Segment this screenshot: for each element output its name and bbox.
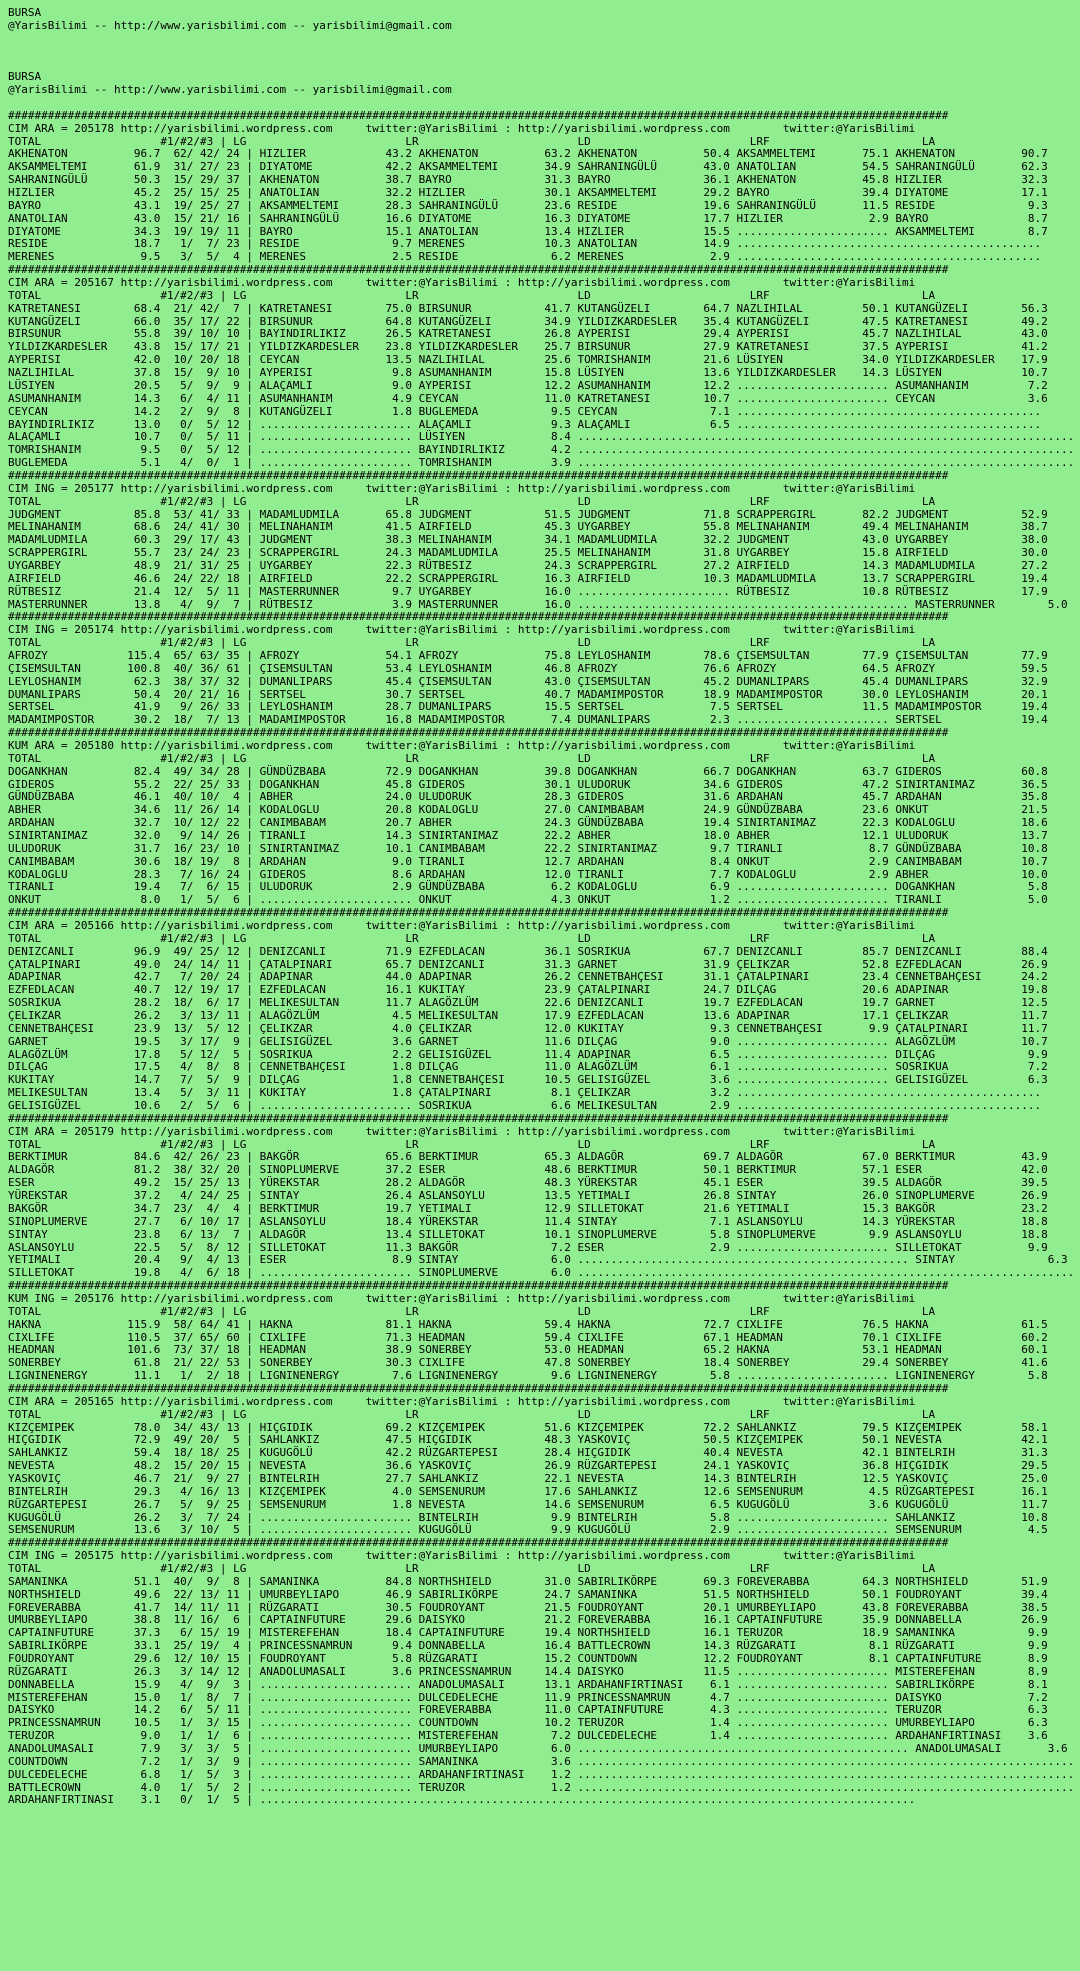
report-line: CIM ING = 205174 http://yarisbilimi.wordpress.com twitter:@YarisBilimi : http://yarisbilimi.wordpress.com twitter:@YarisBilimi [8, 623, 916, 637]
report-line: AIRFIELD 46.6 24/ 22/ 18 | AIRFIELD 22.2 SCRAPPERGIRL 16.3 AIRFIELD 10.3 MADAMLUDMILA 13.7 SCRAPPERGIRL 19.4 [8, 571, 1048, 585]
report-line: AKSAMMELTEMI 61.9 31/ 27/ 23 | DIYATOME 42.2 AKSAMMELTEMI 34.9 SAHRANINGÜLÜ 43.0 ANATOLIAN 54.5 SAHRANINGÜLÜ 62.3 [8, 160, 1048, 174]
report-line: TOTAL #1/#2/#3 | LG LR LD LRF LA [8, 1561, 936, 1575]
report-line: CANIMBABAM 30.6 18/ 19/ 8 | ARDAHAN 9.0 TIRANLI 12.7 ARDAHAN 8.4 ONKUT 2.9 CANIMBABAM 10.7 [8, 854, 1048, 868]
report-line: TOTAL #1/#2/#3 | LG LR LD LRF LA [8, 636, 936, 650]
report-line: MADAMIMPOSTOR 30.2 18/ 7/ 13 | MADAMIMPOSTOR 16.8 MADAMIMPOSTOR 7.4 DUMANLIPARS 2.3 ....................... SERTSEL 19.4 [8, 713, 1048, 727]
report-line: SERTSEL 41.9 9/ 26/ 33 | LEYLOSHANIM 28.7 DUMANLIPARS 15.5 SERTSEL 7.5 SERTSEL 11.5 MADAMIMPOSTOR 19.4 [8, 700, 1048, 714]
report-line: SINOPLUMERVE 27.7 6/ 10/ 17 | ASLANSOYLU 18.4 YÜREKSTAR 11.4 SINTAY 7.1 ASLANSOYLU 14.3 YÜREKSTAR 18.8 [8, 1214, 1048, 1228]
report-line: BATTLECROWN 4.0 1/ 5/ 2 | ....................... TERUZOR 1.2 ........................................................................... [8, 1780, 1075, 1794]
separator-line: ############################################################################################################################################## [8, 263, 949, 277]
report-line [8, 46, 1080, 59]
report-line: TOTAL #1/#2/#3 | LG LR LD LRF LA [8, 288, 936, 302]
report-line: MADAMLUDMILA 60.3 29/ 17/ 43 | JUDGMENT 38.3 MELINAHANIM 34.1 MADAMLUDMILA 32.2 JUDGMENT 43.0 UYGARBEY 38.0 [8, 533, 1048, 547]
report-line: TOTAL #1/#2/#3 | LG LR LD LRF LA [8, 751, 936, 765]
report-line: CIM ARA = 205166 http://yarisbilimi.wordpress.com twitter:@YarisBilimi : http://yarisbilimi.wordpress.com twitter:@YarisBilimi [8, 919, 916, 933]
report-line: KUTANGÜZELI 66.0 35/ 17/ 22 | BIRSUNUR 64.8 KUTANGÜZELI 34.9 YILDIZKARDESLER 35.4 KUTANGÜZELI 47.5 KATRETANESI 49.2 [8, 314, 1048, 328]
report-line: ÇATALPINARI 49.0 24/ 14/ 11 | ÇATALPINARI 65.7 DENIZCANLI 31.3 GARNET 31.9 ÇELIKZAR 52.8 EZFEDLACAN 26.9 [8, 957, 1048, 971]
report-line: FOREVERABBA 41.7 14/ 11/ 11 | RÜZGARATI 30.5 FOUDROYANT 21.5 FOUDROYANT 20.1 UMURBEYLIAPO 43.8 FOREVERABBA 38.5 [8, 1600, 1048, 1614]
report-line: SINTAY 23.8 6/ 13/ 7 | ALDAGÖR 13.4 SILLETOKAT 10.1 SINOPLUMERVE 5.8 SINOPLUMERVE 9.9 ASLANSOYLU 18.8 [8, 1227, 1048, 1241]
report-line: AKHENATON 96.7 62/ 42/ 24 | HIZLIER 43.2 AKHENATON 63.2 AKHENATON 50.4 AKSAMMELTEMI 75.1 AKHENATON 90.7 [8, 147, 1048, 161]
separator-line: ############################################################################################################################################## [8, 1381, 949, 1395]
report-line: PRINCESSNAMRUN 10.5 1/ 3/ 15 | ....................... COUNTDOWN 10.2 TERUZOR 1.4 ....................... UMURBEYLIAPO 6.3 [8, 1716, 1048, 1730]
report-line: TOMRISHANIM 9.5 0/ 5/ 12 | ....................... BAYINDIRLIKIZ 4.2 ........................................................................... [8, 443, 1075, 457]
report-line: DAISYKO 14.2 6/ 5/ 11 | ....................... FOREVERABBA 11.0 CAPTAINFUTURE 4.3 ....................... TERUZOR 6.3 [8, 1703, 1048, 1717]
report-line: ASUMANHANIM 14.3 6/ 4/ 11 | ASUMANHANIM 4.9 CEYCAN 11.0 KATRETANESI 10.7 ....................... CEYCAN 3.6 [8, 391, 1048, 405]
report-line: BINTELRIH 29.3 4/ 16/ 13 | KIZÇEMIPEK 4.0 SEMSENURUM 17.6 SAHLANKIZ 12.6 SEMSENURUM 4.5 RÜZGARTEPESI 16.1 [8, 1484, 1048, 1498]
report-line: DULCEDELECHE 6.8 1/ 5/ 3 | ....................... ARDAHANFIRTINASI 1.2 ........................................................................... [8, 1767, 1075, 1781]
report-line: KUM ARA = 205180 http://yarisbilimi.wordpress.com twitter:@YarisBilimi : http://yarisbilimi.wordpress.com twitter:@YarisBilimi [8, 738, 916, 752]
report-line: BAYINDIRLIKIZ 13.0 0/ 5/ 12 | ....................... ALAÇAMLI 9.3 ALAÇAMLI 6.5 .............................................. [8, 417, 1042, 431]
report-line: TOTAL #1/#2/#3 | LG LR LD LRF LA [8, 494, 936, 508]
report-line: NORTHSHIELD 49.6 22/ 13/ 11 | UMURBEYLIAPO 46.9 SABIRLIKÖRPE 24.7 SAMANINKA 51.5 NORTHSHIELD 50.1 FOUDROYANT 39.4 [8, 1587, 1048, 1601]
report-line: ALAÇAMLI 10.7 0/ 5/ 11 | ....................... LÜSIYEN 8.4 ........................................................................... [8, 430, 1075, 444]
report-line: BURSA [8, 6, 42, 19]
report-line: @YarisBilimi -- http://www.yarisbilimi.com -- yarisbilimi@gmail.com [8, 18, 452, 32]
report-line: YÜREKSTAR 37.2 4/ 24/ 25 | SINTAY 26.4 ASLANSOYLU 13.5 YETIMALI 26.8 SINTAY 26.0 SINOPLUMERVE 26.9 [8, 1189, 1048, 1203]
separator-line: ############################################################################################################################################## [8, 1279, 949, 1293]
report-line: RESIDE 18.7 1/ 7/ 23 | RESIDE 9.7 MERENES 10.3 ANATOLIAN 14.9 .............................................. [8, 237, 1042, 251]
report-line: SCRAPPERGIRL 55.7 23/ 24/ 23 | SCRAPPERGIRL 24.3 MADAMLUDMILA 25.5 MELINAHANIM 31.8 UYGARBEY 15.8 AIRFIELD 30.0 [8, 546, 1048, 560]
report-line: TOTAL #1/#2/#3 | LG LR LD LRF LA [8, 1304, 936, 1318]
report-line: CAPTAINFUTURE 37.3 6/ 15/ 19 | MISTEREFEHAN 18.4 CAPTAINFUTURE 19.4 NORTHSHIELD 16.1 TERUZOR 18.9 SAMANINKA 9.9 [8, 1626, 1048, 1640]
report-line [8, 58, 1080, 71]
report-line: YILDIZKARDESLER 43.8 15/ 17/ 21 | YILDIZKARDESLER 23.8 YILDIZKARDESLER 25.7 BIRSUNUR 27.9 KATRETANESI 37.5 AYPERISI 41.2 [8, 340, 1048, 354]
report-line: ABHER 34.6 11/ 26/ 14 | KODALOGLU 20.8 KODALOGLU 27.0 CANIMBABAM 24.9 GÜNDÜZBABA 23.6 ONKUT 21.5 [8, 803, 1048, 817]
report-line: CENNETBAHÇESI 23.9 13/ 5/ 12 | ÇELIKZAR 4.0 ÇELIKZAR 12.0 KUKITAY 9.3 CENNETBAHÇESI 9.9 ÇATALPINARI 11.7 [8, 1021, 1048, 1035]
report-line: GÜNDÜZBABA 46.1 40/ 10/ 4 | ABHER 24.0 ULUDORUK 28.3 GIDEROS 31.6 ARDAHAN 45.7 ARDAHAN 35.8 [8, 790, 1048, 804]
separator-line: ############################################################################################################################################## [8, 1536, 949, 1550]
report-line: TOTAL #1/#2/#3 | LG LR LD LRF LA [8, 134, 936, 148]
report-line: HAKNA 115.9 58/ 64/ 41 | HAKNA 81.1 HAKNA 59.4 HAKNA 72.7 CIXLIFE 76.5 HAKNA 61.5 [8, 1317, 1048, 1331]
report-line: HEADMAN 101.6 73/ 37/ 18 | HEADMAN 38.9 SONERBEY 53.0 HEADMAN 65.2 HAKNA 53.1 HEADMAN 60.1 [8, 1343, 1048, 1357]
report-line: JUDGMENT 85.8 53/ 41/ 33 | MADAMLUDMILA 65.8 JUDGMENT 51.5 JUDGMENT 71.8 SCRAPPERGIRL 82.2 JUDGMENT 52.9 [8, 507, 1048, 521]
report-line [8, 97, 1080, 110]
report-line: HIZLIER 45.2 25/ 15/ 25 | ANATOLIAN 32.2 HIZLIER 30.1 AKSAMMELTEMI 29.2 BAYRO 39.4 DIYATOME 17.1 [8, 186, 1048, 200]
report-line: CIM ING = 205175 http://yarisbilimi.wordpress.com twitter:@YarisBilimi : http://yarisbilimi.wordpress.com twitter:@YarisBilimi [8, 1549, 916, 1563]
report-line: TERUZOR 9.0 1/ 1/ 6 | ....................... MISTEREFEHAN 7.2 DULCEDELECHE 1.4 ....................... ARDAHANFIRTINASI 3.6 [8, 1729, 1048, 1743]
report-line: LÜSIYEN 20.5 5/ 9/ 9 | ALAÇAMLI 9.0 AYPERISI 12.2 ASUMANHANIM 12.2 ....................... ASUMANHANIM 7.2 [8, 378, 1048, 392]
report-line: YASKOVIÇ 46.7 21/ 9/ 27 | BINTELRIH 27.7 SAHLANKIZ 22.1 NEVESTA 14.3 BINTELRIH 12.5 YASKOVIÇ 25.0 [8, 1471, 1048, 1485]
report-line: @YarisBilimi -- http://www.yarisbilimi.com -- yarisbilimi@gmail.com [8, 83, 452, 97]
report-line: RÜZGARATI 26.3 3/ 14/ 12 | ANADOLUMASALI 3.6 PRINCESSNAMRUN 14.4 DAISYKO 11.5 ....................... MISTEREFEHAN 8.9 [8, 1664, 1048, 1678]
report-line: SINIRTANIMAZ 32.0 9/ 14/ 26 | TIRANLI 14.3 SINIRTANIMAZ 22.2 ABHER 18.0 ABHER 12.1 ULUDORUK 13.7 [8, 829, 1048, 842]
report-line: UYGARBEY 48.9 21/ 31/ 25 | UYGARBEY 22.3 RÜTBESIZ 24.3 SCRAPPERGIRL 27.2 AIRFIELD 14.3 MADAMLUDMILA 27.2 [8, 558, 1048, 572]
report-line: ADAPINAR 42.7 7/ 20/ 24 | ADAPINAR 44.0 ADAPINAR 26.2 CENNETBAHÇESI 31.1 ÇATALPINARI 23.4 CENNETBAHÇESI 24.2 [8, 970, 1048, 984]
report-line: ÇELIKZAR 26.2 3/ 13/ 11 | ALAGÖZLÜM 4.5 MELIKESULTAN 17.9 EZFEDLACAN 13.6 ADAPINAR 17.1 ÇELIKZAR 11.7 [8, 1009, 1048, 1023]
report-line: BAYRO 43.1 19/ 25/ 27 | AKSAMMELTEMI 28.3 SAHRANINGÜLÜ 23.6 RESIDE 19.6 SAHRANINGÜLÜ 11.5 RESIDE 9.3 [8, 198, 1048, 212]
report-line: LIGNINENERGY 11.1 1/ 2/ 18 | LIGNINENERGY 7.6 LIGNINENERGY 9.6 LIGNINENERGY 5.8 ....................... LIGNINENERGY 5.8 [8, 1369, 1048, 1383]
report-line: LEYLOSHANIM 62.3 38/ 37/ 32 | DUMANLIPARS 45.4 ÇISEMSULTAN 43.0 ÇISEMSULTAN 45.2 DUMANLIPARS 45.4 DUMANLIPARS 32.9 [8, 674, 1048, 688]
report-line: COUNTDOWN 7.2 1/ 3/ 9 | ....................... SAMANINKA 3.6 ........................................................................... [8, 1754, 1075, 1768]
report-line: TIRANLI 19.4 7/ 6/ 15 | ULUDORUK 2.9 GÜNDÜZBABA 6.2 KODALOGLU 6.9 ....................... DOGANKHAN 5.8 [8, 880, 1048, 894]
report-line: KUKITAY 14.7 7/ 5/ 9 | DILÇAG 1.8 CENNETBAHÇESI 10.5 GELISIGÜZEL 3.6 ....................... GELISIGÜZEL 6.3 [8, 1073, 1048, 1087]
report-line: MASTERRUNNER 13.8 4/ 9/ 7 | RÜTBESIZ 3.9 MASTERRUNNER 16.0 .................................................. MASTERRUNNER 5.0 [8, 597, 1068, 611]
report-line: BURSA [8, 70, 42, 84]
report-line: DOGANKHAN 82.4 49/ 34/ 28 | GÜNDÜZBABA 72.9 DOGANKHAN 39.8 DOGANKHAN 66.7 DOGANKHAN 63.7 GIDEROS 60.8 [8, 764, 1048, 778]
report-line: EZFEDLACAN 40.7 12/ 19/ 17 | EZFEDLACAN 16.1 KUKITAY 23.9 ÇATALPINARI 24.7 DILÇAG 20.6 ADAPINAR 19.8 [8, 983, 1048, 997]
report-line: CIM ARA = 205167 http://yarisbilimi.wordpress.com twitter:@YarisBilimi : http://yarisbilimi.wordpress.com twitter:@YarisBilimi [8, 276, 916, 290]
separator-line: ############################################################################################################################################## [8, 610, 949, 624]
report-line: ULUDORUK 31.7 16/ 23/ 10 | SINIRTANIMAZ 10.1 CANIMBABAM 22.2 SINIRTANIMAZ 9.7 TIRANLI 8.7 GÜNDÜZBABA 10.8 [8, 841, 1048, 855]
report-line: ÇISEMSULTAN 100.8 40/ 36/ 61 | ÇISEMSULTAN 53.4 LEYLOSHANIM 46.8 AFROZY 76.6 AFROZY 64.5 AFROZY 59.5 [8, 661, 1048, 675]
separator-line: ############################################################################################################################################## [8, 468, 949, 482]
report-line: BAKGÖR 34.7 23/ 4/ 4 | BERKTIMUR 19.7 YETIMALI 12.9 SILLETOKAT 21.6 YETIMALI 15.3 BAKGÖR 23.2 [8, 1201, 1048, 1215]
report-line: KUM ING = 205176 http://yarisbilimi.wordpress.com twitter:@YarisBilimi : http://yarisbilimi.wordpress.com twitter:@YarisBilimi [8, 1291, 916, 1305]
report-line: ARDAHANFIRTINASI 3.1 0/ 1/ 5 | ................................................................................................... [8, 1793, 916, 1807]
report-line: ONKUT 8.0 1/ 5/ 6 | ....................... ONKUT 4.3 ONKUT 1.2 ....................... TIRANLI 5.0 [8, 893, 1048, 907]
report-line: DIYATOME 34.3 19/ 19/ 11 | BAYRO 15.1 ANATOLIAN 13.4 HIZLIER 15.5 ....................... AKSAMMELTEMI 8.7 [8, 224, 1048, 238]
separator-line: ############################################################################################################################################## [8, 906, 949, 920]
report-line: MISTEREFEHAN 15.0 1/ 8/ 7 | ....................... DULCEDELECHE 11.9 PRINCESSNAMRUN 4.7 ....................... DAISYKO 7.2 [8, 1690, 1048, 1704]
report-line: SEMSENURUM 13.6 3/ 10/ 5 | ....................... KUGUGÖLÜ 9.9 KUGUGÖLÜ 2.9 ....................... SEMSENURUM 4.5 [8, 1523, 1048, 1537]
report-line: KIZÇEMIPEK 78.0 34/ 43/ 13 | HIÇGIDIK 69.2 KIZÇEMIPEK 51.6 KIZÇEMIPEK 72.2 SAHLANKIZ 79.5 KIZÇEMIPEK 58.1 [8, 1420, 1048, 1434]
report-line: ASLANSOYLU 22.5 5/ 8/ 12 | SILLETOKAT 11.3 BAKGÖR 7.2 ESER 2.9 ....................... SILLETOKAT 9.9 [8, 1240, 1048, 1254]
report-line: AYPERISI 42.0 10/ 20/ 18 | CEYCAN 13.5 NAZLIHILAL 25.6 TOMRISHANIM 21.6 LÜSIYEN 34.0 YILDIZKARDESLER 17.9 [8, 353, 1048, 367]
report-line: CEYCAN 14.2 2/ 9/ 8 | KUTANGÜZELI 1.8 BUGLEMEDA 9.5 CEYCAN 7.1 .............................................. [8, 404, 1042, 418]
separator-line: ############################################################################################################################################## [8, 726, 949, 740]
report-line: SAMANINKA 51.1 40/ 9/ 8 | SAMANINKA 84.8 NORTHSHIELD 31.0 SABIRLIKÖRPE 69.3 FOREVERABBA 64.3 NORTHSHIELD 51.9 [8, 1574, 1048, 1588]
report-line: TOTAL #1/#2/#3 | LG LR LD LRF LA [8, 1407, 936, 1421]
report-line: BIRSUNUR 55.8 39/ 10/ 10 | BAYINDIRLIKIZ 26.5 KATRETANESI 26.8 AYPERISI 29.4 AYPERISI 45.7 NAZLIHILAL 43.0 [8, 327, 1048, 341]
report-line: SONERBEY 61.8 21/ 22/ 53 | SONERBEY 30.3 CIXLIFE 47.8 SONERBEY 18.4 SONERBEY 29.4 SONERBEY 41.6 [8, 1356, 1048, 1370]
separator-line: ############################################################################################################################################## [8, 1111, 949, 1125]
report-line: MELIKESULTAN 13.4 5/ 3/ 11 | KUKITAY 1.8 ÇATALPINARI 8.1 ÇELIKZAR 3.2 .............................................. [8, 1086, 1042, 1100]
report-line: DUMANLIPARS 50.4 20/ 21/ 16 | SERTSEL 30.7 SERTSEL 40.7 MADAMIMPOSTOR 18.9 MADAMIMPOSTOR 30.0 LEYLOSHANIM 20.1 [8, 687, 1048, 701]
report-line: TOTAL #1/#2/#3 | LG LR LD LRF LA [8, 931, 936, 945]
report-line: ARDAHAN 32.7 10/ 12/ 22 | CANIMBABAM 20.7 ABHER 24.3 GÜNDÜZBABA 19.4 SINIRTANIMAZ 22.3 KODALOGLU 18.6 [8, 816, 1048, 830]
report-line: CIXLIFE 110.5 37/ 65/ 60 | CIXLIFE 71.3 HEADMAN 59.4 CIXLIFE 67.1 HEADMAN 70.1 CIXLIFE 60.2 [8, 1330, 1048, 1344]
report-line: ANADOLUMASALI 7.9 3/ 3/ 5 | ....................... UMURBEYLIAPO 6.0 .................................................. ANADOLUMASALI 3.6 [8, 1742, 1068, 1756]
report-line: KODALOGLU 28.3 7/ 16/ 24 | GIDEROS 8.6 ARDAHAN 12.0 TIRANLI 7.7 KODALOGLU 2.9 ABHER 10.0 [8, 867, 1048, 881]
report-line: ESER 49.2 15/ 25/ 13 | YÜREKSTAR 28.2 ALDAGÖR 48.3 YÜREKSTAR 45.1 ESER 39.5 ALDAGÖR 39.5 [8, 1176, 1048, 1190]
report-line: CIM ARA = 205179 http://yarisbilimi.wordpress.com twitter:@YarisBilimi : http://yarisbilimi.wordpress.com twitter:@YarisBilimi [8, 1124, 916, 1138]
report-line: SILLETOKAT 19.8 4/ 6/ 18 | ....................... SINOPLUMERVE 6.0 ........................................................................... [8, 1266, 1075, 1280]
report-line: SOSRIKUA 28.2 18/ 6/ 17 | MELIKESULTAN 11.7 ALAGÖZLÜM 22.6 DENIZCANLI 19.7 EZFEDLACAN 19.7 GARNET 12.5 [8, 996, 1048, 1010]
report-line: ANATOLIAN 43.0 15/ 21/ 16 | SAHRANINGÜLÜ 16.6 DIYATOME 16.3 DIYATOME 17.7 HIZLIER 2.9 BAYRO 8.7 [8, 211, 1048, 225]
report-line: BERKTIMUR 84.6 42/ 26/ 23 | BAKGÖR 65.6 BERKTIMUR 65.3 ALDAGÖR 69.7 ALDAGÖR 67.0 BERKTIMUR 43.9 [8, 1150, 1048, 1164]
report-line: FOUDROYANT 29.6 12/ 10/ 15 | FOUDROYANT 5.8 RÜZGARATI 15.2 COUNTDOWN 12.2 FOUDROYANT 8.1 CAPTAINFUTURE 8.9 [8, 1652, 1048, 1665]
report-line: UMURBEYLIAPO 38.8 11/ 16/ 6 | CAPTAINFUTURE 29.6 DAISYKO 21.2 FOREVERABBA 16.1 CAPTAINFUTURE 35.9 DONNABELLA 26.9 [8, 1613, 1048, 1627]
report-line: KATRETANESI 68.4 21/ 42/ 7 | KATRETANESI 75.0 BIRSUNUR 41.7 KUTANGÜZELI 64.7 NAZLIHILAL 50.1 KUTANGÜZELI 56.3 [8, 301, 1048, 315]
report-line: YETIMALI 20.4 9/ 4/ 13 | ESER 8.9 SINTAY 6.0 .................................................. SINTAY 6.3 [8, 1253, 1068, 1267]
report-line: CIM ARA = 205178 http://yarisbilimi.wordpress.com twitter:@YarisBilimi : http://yarisbilimi.wordpress.com twitter:@YarisBilimi [8, 121, 916, 135]
report-line: DILÇAG 17.5 4/ 8/ 8 | CENNETBAHÇESI 1.8 DILÇAG 11.0 ALAGÖZLÜM 6.1 ....................... SOSRIKUA 7.2 [8, 1060, 1048, 1074]
report-line: ALDAGÖR 81.2 38/ 32/ 20 | SINOPLUMERVE 37.2 ESER 48.6 BERKTIMUR 50.1 BERKTIMUR 57.1 ESER 42.0 [8, 1163, 1048, 1177]
report-line: NEVESTA 48.2 15/ 20/ 15 | NEVESTA 36.6 YASKOVIÇ 26.9 RÜZGARTEPESI 24.1 YASKOVIÇ 36.8 HIÇGIDIK 29.5 [8, 1459, 1048, 1473]
report-line: RÜTBESIZ 21.4 12/ 5/ 11 | MASTERRUNNER 9.7 UYGARBEY 16.0 ....................... RÜTBESIZ 10.8 RÜTBESIZ 17.9 [8, 584, 1048, 598]
report-line: GELISIGÜZEL 10.6 2/ 5/ 6 | ....................... SOSRIKUA 6.6 MELIKESULTAN 2.9 .............................................. [8, 1099, 1042, 1113]
report-line: NAZLIHILAL 37.8 15/ 9/ 10 | AYPERISI 9.8 ASUMANHANIM 15.8 LÜSIYEN 13.6 YILDIZKARDESLER 14.3 LÜSIYEN 10.7 [8, 366, 1048, 380]
separator-line: ############################################################################################################################################## [8, 108, 949, 122]
report-line: SAHLANKIZ 59.4 18/ 18/ 25 | KUGUGÖLÜ 42.2 RÜZGARTEPESI 28.4 HIÇGIDIK 40.4 NEVESTA 42.1 BINTELRIH 31.3 [8, 1446, 1048, 1460]
report-line: DONNABELLA 15.9 4/ 9/ 3 | ....................... ANADOLUMASALI 13.1 ARDAHANFIRTINASI 6.1 ....................... SABIRLIKÖRPE 8.1 [8, 1677, 1048, 1691]
report-line: MELINAHANIM 68.6 24/ 41/ 30 | MELINAHANIM 41.5 AIRFIELD 45.3 UYGARBEY 55.8 MELINAHANIM 49.4 MELINAHANIM 38.7 [8, 520, 1048, 534]
report-line: TOTAL #1/#2/#3 | LG LR LD LRF LA [8, 1137, 936, 1151]
report-line: DENIZCANLI 96.9 49/ 25/ 12 | DENIZCANLI 71.9 EZFEDLACAN 36.1 SOSRIKUA 67.7 DENIZCANLI 85.7 DENIZCANLI 88.4 [8, 944, 1048, 958]
report-line: CIM ARA = 205165 http://yarisbilimi.wordpress.com twitter:@YarisBilimi : http://yarisbilimi.wordpress.com twitter:@YarisBilimi [8, 1394, 916, 1408]
report-line: CIM ING = 205177 http://yarisbilimi.wordpress.com twitter:@YarisBilimi : http://yarisbilimi.wordpress.com twitter:@YarisBilimi [8, 481, 916, 495]
report-line: SABIRLIKÖRPE 33.1 25/ 19/ 4 | PRINCESSNAMRUN 9.4 DONNABELLA 16.4 BATTLECROWN 14.3 RÜZGARATI 8.1 RÜZGARATI 9.9 [8, 1639, 1048, 1653]
report-line: GARNET 19.5 3/ 17/ 9 | GELISIGÜZEL 3.6 GARNET 11.6 DILÇAG 9.0 ....................... ALAGÖZLÜM 10.7 [8, 1034, 1048, 1048]
report-line: MERENES 9.5 3/ 5/ 4 | MERENES 2.5 RESIDE 6.2 MERENES 2.9 .............................................. [8, 250, 1042, 264]
report-line: ALAGÖZLÜM 17.8 5/ 12/ 5 | SOSRIKUA 2.2 GELISIGÜZEL 11.4 ADAPINAR 6.5 ....................... DILÇAG 9.9 [8, 1047, 1048, 1061]
report-line: HIÇGIDIK 72.9 49/ 20/ 5 | SAHLANKIZ 47.5 HIÇGIDIK 48.3 YASKOVIÇ 50.5 KIZÇEMIPEK 50.1 NEVESTA 42.1 [8, 1433, 1048, 1447]
report-line: KUGUGÖLÜ 26.2 3/ 7/ 24 | ....................... BINTELRIH 9.9 BINTELRIH 5.8 ....................... SAHLANKIZ 10.8 [8, 1510, 1048, 1524]
report-line: GIDEROS 55.2 22/ 25/ 33 | DOGANKHAN 45.8 GIDEROS 30.1 ULUDORUK 34.6 GIDEROS 47.2 SINIRTANIMAZ 36.5 [8, 777, 1048, 791]
report-line: SAHRANINGÜLÜ 50.3 15/ 29/ 37 | AKHENATON 38.7 BAYRO 31.3 BAYRO 36.1 AKHENATON 45.8 HIZLIER 32.3 [8, 173, 1048, 187]
report-line: BUGLEMEDA 5.1 4/ 0/ 1 | ....................... TOMRISHANIM 3.9 ........................................................................... [8, 456, 1075, 470]
report-line: RÜZGARTEPESI 26.7 5/ 9/ 25 | SEMSENURUM 1.8 NEVESTA 14.6 SEMSENURUM 6.5 KUGUGÖLÜ 3.6 KUGUGÖLÜ 11.7 [8, 1497, 1048, 1511]
report-line [8, 33, 1080, 46]
report-line: AFROZY 115.4 65/ 63/ 35 | AFROZY 54.1 AFROZY 75.8 LEYLOSHANIM 78.6 ÇISEMSULTAN 77.9 ÇISEMSULTAN 77.9 [8, 648, 1048, 662]
